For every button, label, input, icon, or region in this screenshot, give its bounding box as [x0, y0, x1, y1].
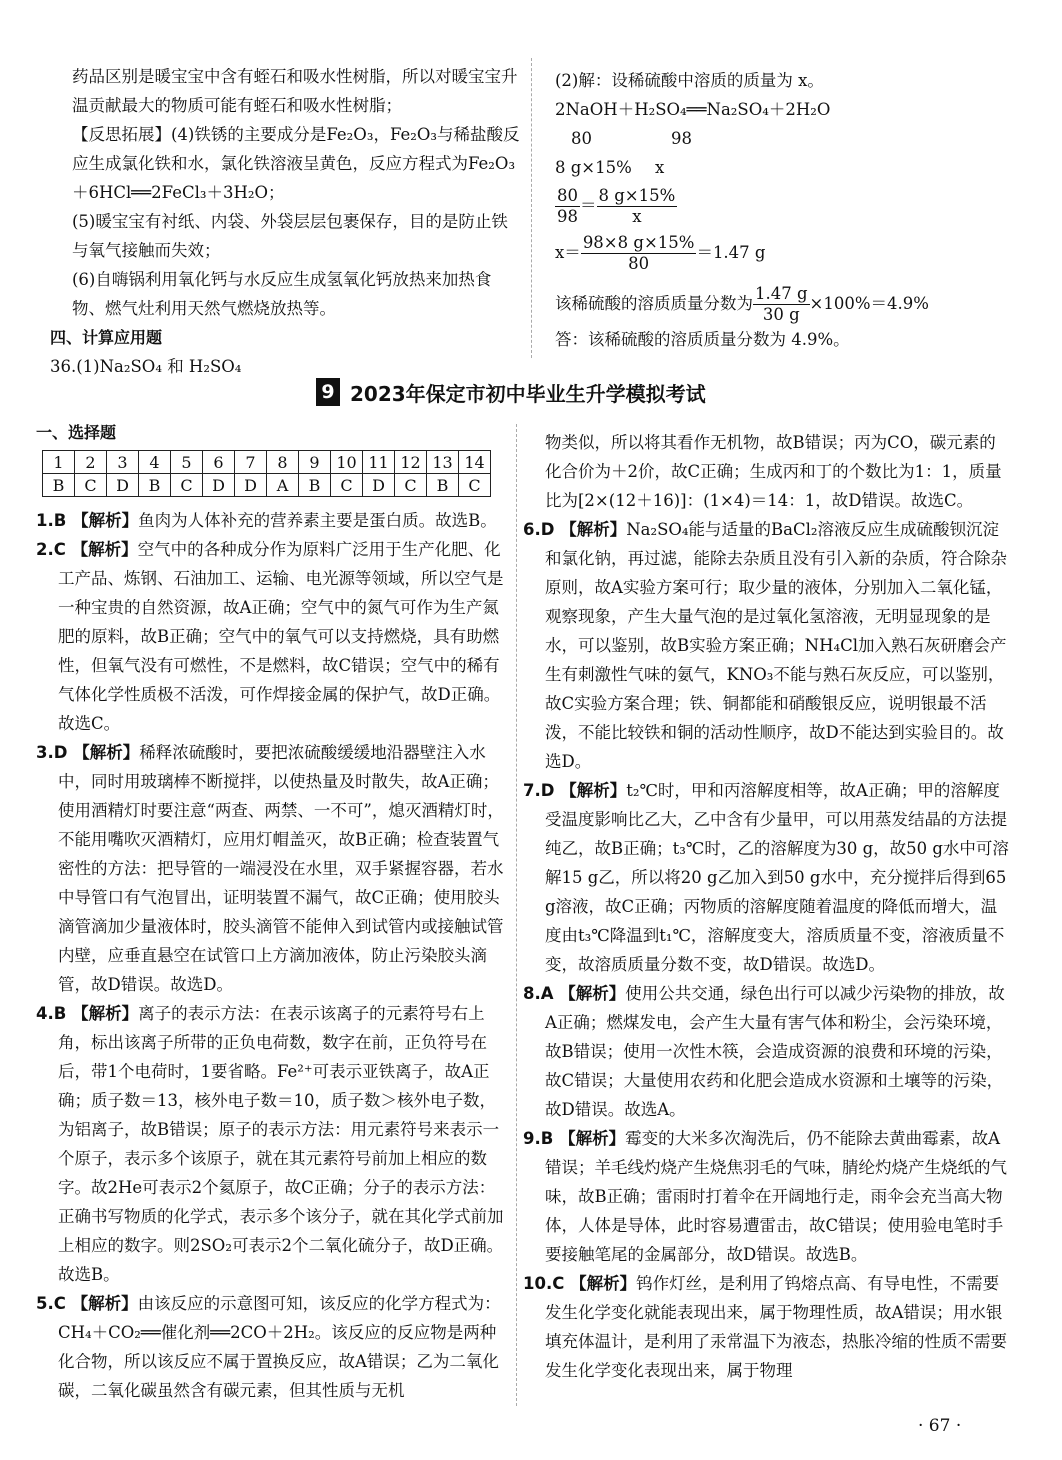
- x-solution: [555, 233, 1015, 274]
- paragraph: 【反思拓展】(4)铁锈的主要成分是Fe₂O₃，Fe₂O₃与稀盐酸反应生成氯化铁和水，氯化铁溶液呈黄色，反应方程式为Fe₂O₃＋6HCl══2FeCl₃＋3H₂O；: [72, 125, 520, 202]
- top-right-column: [555, 66, 1015, 354]
- answer-letter-cell: B: [299, 474, 331, 497]
- answer-number-cell: 14: [459, 451, 491, 474]
- answer-letter-cell: D: [203, 474, 235, 497]
- answer-letter-cell: D: [363, 474, 395, 497]
- explanation-body: 物类似，所以将其看作无机物，故B错误；丙为CO，碳元素的化合价为＋2价，故C正确；生成丙和丁的个数比为1：1，质量比为[2×(12＋16)]：(1×4)＝14：1，故D错误。故选C。: [545, 433, 1002, 510]
- ratio-left: [555, 186, 580, 227]
- explanation-head: 4.B 【解析】: [36, 1004, 139, 1023]
- mass-unknown: x: [655, 158, 665, 177]
- answer-number-cell: 9: [299, 451, 331, 474]
- explanation-item: [36, 738, 511, 999]
- section-title: [316, 374, 706, 410]
- x-den: 80: [628, 254, 650, 273]
- mass-given: 8 g×15%: [555, 158, 632, 177]
- choice-heading: 一、选择题: [36, 423, 117, 442]
- solution-intro: (2)解：设稀硫酸中溶质的质量为 x。: [555, 71, 824, 90]
- explanation-head: 5.C 【解析】: [36, 1294, 138, 1313]
- answer-number-cell: 11: [363, 451, 395, 474]
- answer-table: [42, 450, 491, 497]
- fraction-num: 1.47 g: [755, 284, 808, 303]
- explanation-head: 8.A 【解析】: [523, 984, 626, 1003]
- x-prefix: x＝: [555, 243, 581, 262]
- explanation-item: [523, 979, 1010, 1124]
- paragraph: (5)暖宝宝有衬纸、内袋、外袋层层包裹保存，目的是防止铁与氧气接触而失效；: [72, 212, 508, 260]
- answer-number-cell: 6: [203, 451, 235, 474]
- explanation-head: 3.D 【解析】: [36, 743, 140, 762]
- answer-number-cell: 7: [235, 451, 267, 474]
- fraction-den: 30 g: [762, 305, 800, 324]
- answer-number-cell: 13: [427, 451, 459, 474]
- explanation-body: Na₂SO₄能与适量的BaCl₂溶液反应生成硫酸钡沉淀和氯化钠，再过滤，能除去杂质且没有引入新的杂质，符合除杂原则，故A实验方案可行；取少量的液体，分别加入二氧化锰，观察现象，产生大量气泡的是过氧化氢溶液，无明显现象的是水，可以鉴别，故B实验方案正确；NH₄Cl加入熟石灰研磨会产生有刺激性气味的氨气，KNO₃不能与熟石灰反应，可以鉴别，故C实验方案合理；铁、铜都能和硝酸银反应，说明银最不活泼，不能比较铁和铜的活动性顺序，故D不能达到实验目的。故选D。: [545, 520, 1007, 771]
- answer-letter-cell: C: [459, 474, 491, 497]
- mass-row-1: [555, 124, 1015, 153]
- mass-naoh: 80: [571, 129, 592, 148]
- explanation-head: 10.C 【解析】: [523, 1274, 637, 1293]
- explanation-body: 由该反应的示意图可知，该反应的化学方程式为：CH₄＋CO₂══催化剂══2CO＋2H₂。该反应的反应物是两种化合物，所以该反应不属于置换反应，故A错误；乙为二氧化碳，二氧化碳虽然含有碳元素，但其性质与无机: [58, 1294, 501, 1400]
- paragraph: 药品区别是暖宝宝中含有蛭石和吸水性树脂，所以对暖宝宝升温贡献最大的物质可能有蛭石和吸水性树脂；: [72, 67, 518, 115]
- answer-letter-cell: C: [395, 474, 427, 497]
- answer-letter-cell: B: [43, 474, 75, 497]
- answer-number-cell: 1: [43, 451, 75, 474]
- answer-letter-cell: C: [331, 474, 363, 497]
- final-answer: 答：该稀硫酸的溶质质量分数为 4.9%。: [555, 330, 850, 349]
- explanation-item: [523, 428, 1010, 515]
- answer-letter-cell: D: [107, 474, 139, 497]
- mass-h2so4: 98: [671, 129, 692, 148]
- answer-table-numbers: [43, 451, 491, 474]
- explanation-head: 6.D 【解析】: [523, 520, 627, 539]
- mass-fraction-line: [555, 284, 1015, 325]
- explanation-item: [36, 506, 511, 535]
- explanation-item: [36, 535, 511, 738]
- explanation-item: [523, 1269, 1010, 1385]
- answer-letter-cell: B: [139, 474, 171, 497]
- ratio-equation: $\frac{80}{98}$ ＝ $\frac{8 g\times 15\%}{x}$: [557, 186, 676, 226]
- answer-letter-cell: D: [235, 474, 267, 497]
- explanation-body: 鱼肉为人体补充的营养素主要是蛋白质。故选B。: [138, 511, 497, 530]
- column-divider: [516, 424, 517, 1406]
- explanation-body: 离子的表示方法：在表示该离子的元素符号右上角，标出该离子所带的正负电荷数，数字在前，正负符号在后，带1个电荷时，1要省略。Fe²⁺可表示亚铁离子，故A正确；质子数＝13，核外电子数＝10，质子数＞核外电子数，为铝离子，故B错误；原子的表示方法：用元素符号来表示一个原子，表示多个该原子，就在其元素符号前加上相应的数字。故2He可表示2个氦原子，故C正确；分子的表示方法：正确书写物质的化学式，表示多个该分子，就在其化学式前加上相应的数字。则2SO₂可表示2个二氧化硫分子，故D正确。故选B。: [58, 1004, 504, 1284]
- fraction-prefix: 该稀硫酸的溶质质量分数为: [555, 294, 753, 313]
- explanation-body: 稀释浓硫酸时，要把浓硫酸缓缓地沿器壁注入水中，同时用玻璃棒不断搅拌，以使热量及时散失，故A正确；使用酒精灯时要注意“两查、两禁、一不可”，熄灭酒精灯时，不能用嘴吹灭酒精灯，应用灯帽盖灭，故B正确；检查装置气密性的方法：把导管的一端浸没在水里，双手紧握容器，若水中导管口有气泡冒出，证明装置不漏气，故C正确；使用胶头滴管滴加少量液体时，胶头滴管不能伸入到试管内或接触试管内壁，应垂直悬空在试管口上方滴加液体，防止污染胶头滴管，故D错误。故选D。: [58, 743, 504, 994]
- answer-number-cell: 5: [171, 451, 203, 474]
- section-title-text: 2023年保定市初中毕业生升学模拟考试: [350, 381, 706, 406]
- explanation-item: [523, 776, 1010, 979]
- answer-letter-cell: C: [75, 474, 107, 497]
- section-number: 9: [316, 378, 340, 406]
- chemical-equation: 2NaOH＋H₂SO₄══Na₂SO₄＋2H₂O: [555, 100, 831, 119]
- calc-heading: 四、计算应用题: [50, 328, 163, 347]
- answer-number-cell: 3: [107, 451, 139, 474]
- answer-table-answers: [43, 474, 491, 497]
- x-fraction: [581, 233, 697, 274]
- ratio-right-den: x: [632, 207, 642, 226]
- ratio-left-num: 80: [557, 186, 578, 205]
- explanation-body: t₂℃时，甲和丙溶解度相等，故A正确；甲的溶解度受温度影响比乙大，乙中含有少量甲，可以用蒸发结晶的方法提纯乙，故B正确；t₃℃时，乙的溶解度为30 g，故50 g水中可溶解15 g乙，所以将20 g乙加入到50 g水中，充分搅拌后得到65 g溶液，故C正确；丙物质的溶解度随着温度的降低而增大，温度由t₃℃降温到t₁℃，溶解度变大，溶质质量不变，溶液质量不变，故溶质质量分数不变，故D错误。故选D。: [545, 781, 1009, 974]
- x-result: ＝1.47 g: [696, 243, 766, 262]
- explanation-head: 9.B 【解析】: [523, 1129, 626, 1148]
- explanation-body: 霉变的大米多次淘洗后，仍不能除去黄曲霉素，故A错误；羊毛线灼烧产生烧焦羽毛的气味，腈纶灼烧产生烧纸的气味，故B正确；雷雨时打着伞在开阔地行走，雨伞会充当高大物体，人体是导体，此时容易遭雷击，故C错误；使用验电笔时手要接触笔尾的金属部分，故D错误。故选B。: [545, 1129, 1007, 1264]
- fraction-suffix: ×100%＝4.9%: [809, 294, 929, 313]
- x-num: 98×8 g×15%: [582, 233, 695, 252]
- explanation-head: 7.D 【解析】: [523, 781, 627, 800]
- answer-number-cell: 8: [267, 451, 299, 474]
- explanation-item: [36, 999, 511, 1289]
- explanation-head: 1.B 【解析】: [36, 511, 139, 530]
- explanation-item: [523, 515, 1010, 776]
- ratio-left-den: 98: [557, 207, 578, 226]
- ratio-right: [597, 186, 678, 227]
- answer-number-cell: 4: [139, 451, 171, 474]
- explanation-body: 钨作灯丝，是利用了钨熔点高、有导电性，不需要发生化学变化就能表现出来，属于物理性质，故A错误；用水银填充体温计，是利用了汞常温下为液态，热胀冷缩的性质不需要发生化学变化表现出来，属于物理: [545, 1274, 1007, 1380]
- explanation-item: [36, 1289, 511, 1405]
- bottom-right-column: [523, 428, 1010, 1385]
- column-divider: [531, 58, 532, 358]
- explanation-item: [523, 1124, 1010, 1269]
- explanation-head: 2.C 【解析】: [36, 540, 138, 559]
- answer-number-cell: 10: [331, 451, 363, 474]
- answer-letter-cell: B: [427, 474, 459, 497]
- top-left-column: [50, 62, 520, 381]
- mass-fraction: [753, 284, 810, 325]
- answer-number-cell: 2: [75, 451, 107, 474]
- q36-answer: 36.(1)Na₂SO₄ 和 H₂SO₄: [50, 357, 242, 376]
- ratio-right-num: 8 g×15%: [598, 186, 676, 205]
- explanation-body: 使用公共交通，绿色出行可以减少污染物的排放，故A正确；燃煤发电，会产生大量有害气体和粉尘，会污染环境，故B错误；使用一次性木筷，会造成资源的浪费和环境的污染，故C错误；大量使用农药和化肥会造成水资源和土壤等的污染，故D错误。故选A。: [545, 984, 1005, 1119]
- answer-letter-cell: A: [267, 474, 299, 497]
- answer-letter-cell: C: [171, 474, 203, 497]
- answer-number-cell: 12: [395, 451, 427, 474]
- mass-row-2: [555, 153, 1015, 182]
- paragraph: (6)自嗨锅利用氧化钙与水反应生成氢氧化钙放热来加热食物、燃气灶利用天然气燃烧放热等。: [72, 270, 492, 318]
- page-number: · 67 ·: [918, 1416, 962, 1436]
- explanation-body: 空气中的各种成分作为原料广泛用于生产化肥、化工产品、炼钢、石油加工、运输、电光源等领域，所以空气是一种宝贵的自然资源，故A正确；空气中的氮气可作为生产氮肥的原料，故B正确；空气中的氧气可以支持燃烧，具有助燃性，但氧气没有可燃性，不是燃料，故C错误；空气中的稀有气体化学性质极不活泼，可作焊接金属的保护气，故D正确。故选C。: [58, 540, 504, 733]
- bottom-left-column: [36, 506, 511, 1405]
